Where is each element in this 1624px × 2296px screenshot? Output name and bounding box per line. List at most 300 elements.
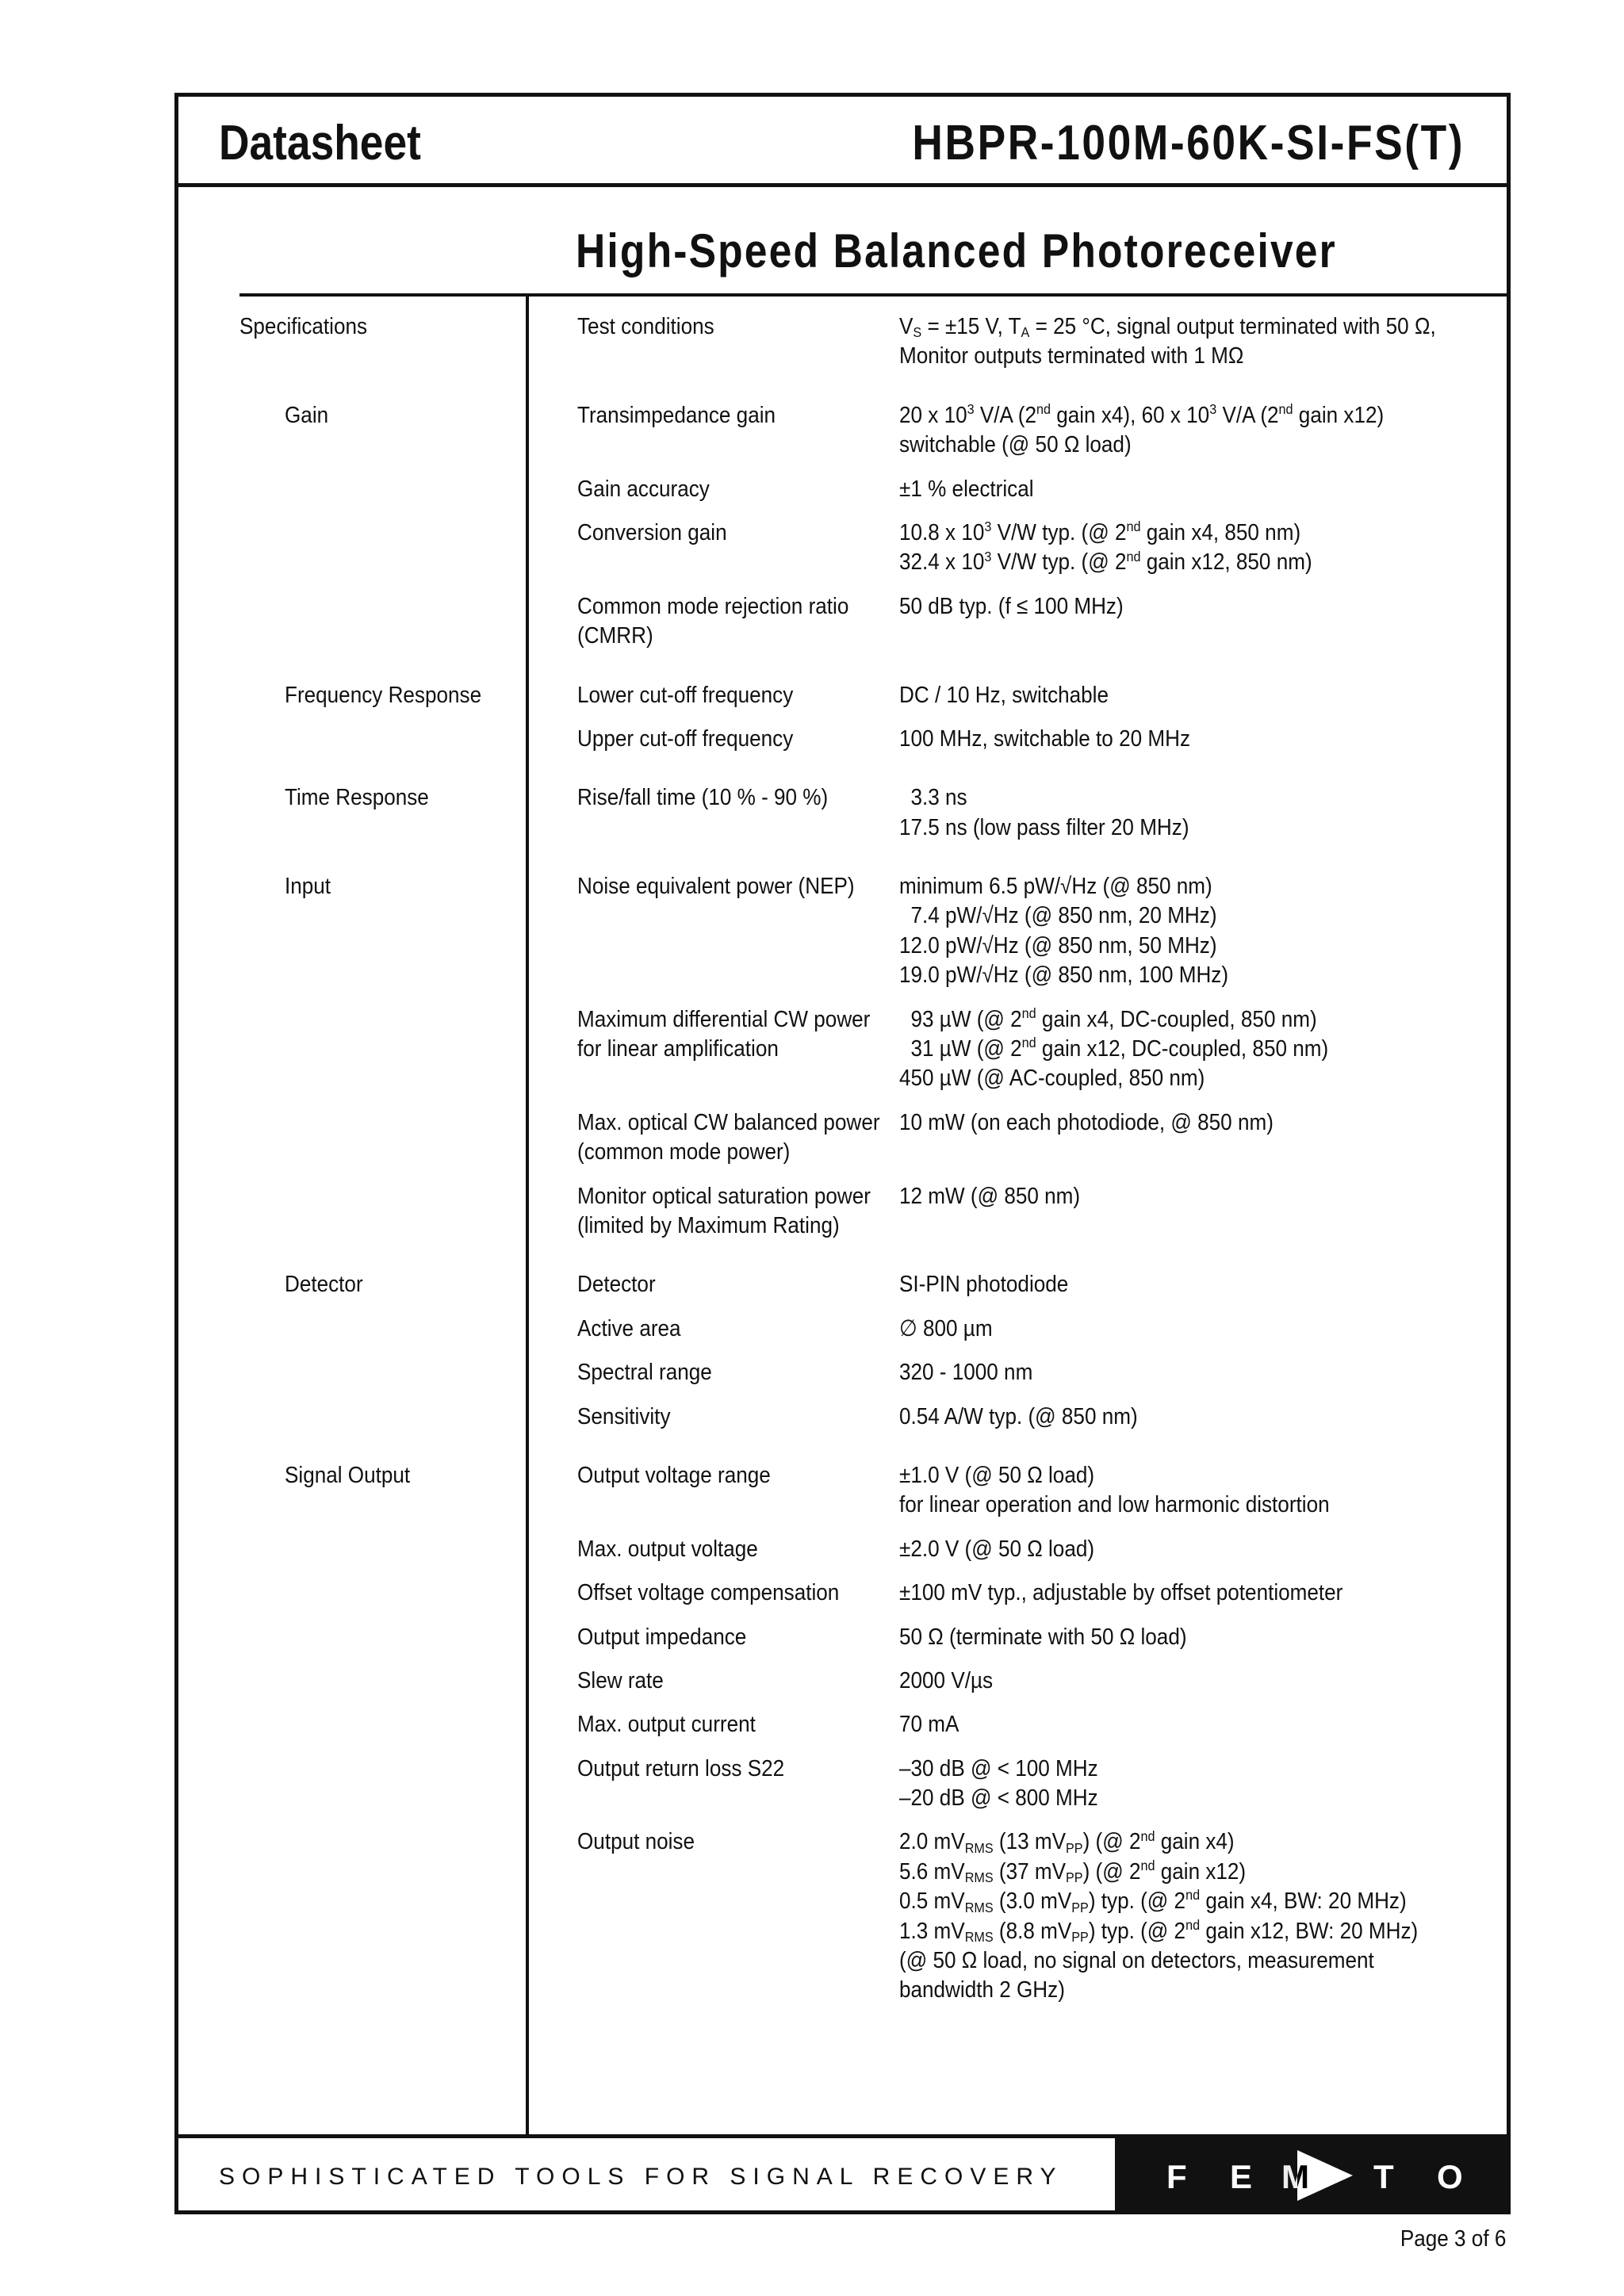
parameter-cell — [577, 401, 899, 461]
superscript: nd — [1021, 1004, 1036, 1021]
parameter-line-text: Slew rate — [577, 1667, 664, 1693]
value-line — [899, 312, 1624, 342]
parameter-line — [577, 1667, 899, 1696]
value-cell — [899, 783, 1624, 843]
value-line — [899, 1917, 1624, 1946]
parameter-line — [577, 783, 899, 813]
value-line — [899, 725, 1624, 754]
section-label — [0, 783, 577, 813]
value-cell — [899, 1461, 1624, 1521]
value-line — [899, 1402, 1624, 1432]
value-line-text: bandwidth 2 GHz) — [899, 1977, 1065, 2003]
page-number — [1388, 2225, 1506, 2254]
spec-row — [577, 519, 1624, 578]
value-cell — [899, 1578, 1624, 1608]
spec-section — [0, 1270, 1624, 1446]
logo-letter: E — [1230, 2158, 1253, 2195]
spec-rows — [577, 1461, 1624, 2020]
value-line — [899, 1755, 1624, 1784]
value-line — [899, 1827, 1624, 1857]
value-line-text: 10 mW (on each photodiode, @ 850 nm) — [899, 1109, 1274, 1135]
value-line-text: ±1 % electrical — [899, 476, 1034, 502]
parameter-cell — [577, 681, 899, 710]
subscript: S — [913, 324, 922, 341]
parameter-line — [577, 401, 899, 430]
value-line-text: for linear operation and low harmonic distortion — [899, 1492, 1330, 1518]
value-cell — [899, 872, 1624, 991]
parameter-line — [577, 1182, 899, 1211]
value-cell — [899, 1402, 1624, 1432]
parameter-line-text: Max. optical CW balanced power — [577, 1109, 880, 1135]
parameter-cell — [577, 1182, 899, 1242]
spec-section — [0, 783, 1624, 857]
section-label-text: Specifications — [239, 314, 368, 339]
parameter-line-text: Conversion gain — [577, 519, 727, 545]
text-segment: (8.8 mV — [993, 1918, 1072, 1944]
value-line — [899, 961, 1624, 990]
parameter-line — [577, 1461, 899, 1490]
parameter-cell — [577, 872, 899, 991]
value-line — [899, 1270, 1624, 1299]
text-segment: (3.0 mV — [993, 1888, 1072, 1915]
subscript: RMS — [964, 1839, 994, 1856]
parameter-cell — [577, 1005, 899, 1094]
document-type-label — [219, 116, 454, 170]
text-segment: gain x12, BW: 20 MHz) — [1200, 1918, 1419, 1944]
parameter-line — [577, 1211, 899, 1241]
value-line-text: 320 - 1000 nm — [899, 1360, 1033, 1386]
text-segment: V — [899, 314, 914, 339]
subscript: PP — [1066, 1839, 1083, 1856]
superscript: 3 — [984, 519, 992, 535]
section-label-text: Input — [285, 874, 331, 900]
parameter-cell — [577, 312, 899, 372]
value-cell — [899, 1827, 1624, 2005]
spec-row — [577, 725, 1624, 754]
text-segment: ) typ. (@ 2 — [1088, 1888, 1186, 1915]
spec-row — [577, 1827, 1624, 2005]
value-line-text: 70 mA — [899, 1712, 959, 1738]
text-segment: V/A (2 — [1216, 402, 1279, 428]
spec-row — [577, 1710, 1624, 1739]
spec-rows — [577, 872, 1624, 1255]
value-cell — [899, 1005, 1624, 1094]
value-line-text: 12 mW (@ 850 nm) — [899, 1183, 1081, 1209]
value-line-text — [899, 1005, 1317, 1035]
value-line-text — [899, 1827, 1235, 1857]
value-cell — [899, 1182, 1624, 1242]
value-line — [899, 519, 1624, 548]
parameter-line-text: (limited by Maximum Rating) — [577, 1212, 840, 1238]
superscript: nd — [1140, 1858, 1155, 1874]
section-label — [0, 312, 577, 342]
value-cell — [899, 1108, 1624, 1168]
footer-tagline: SOPHISTICATED TOOLS FOR SIGNAL RECOVERY — [219, 2164, 1063, 2190]
value-line-text: switchable (@ 50 Ω load) — [899, 432, 1132, 458]
value-cell — [899, 1710, 1624, 1739]
parameter-cell — [577, 1755, 899, 1814]
text-segment: gain x4, BW: 20 MHz) — [1200, 1888, 1407, 1915]
value-line-text: 50 Ω (terminate with 50 Ω load) — [899, 1624, 1187, 1650]
spec-row — [577, 1461, 1624, 1521]
parameter-line — [577, 1108, 899, 1138]
value-line-text — [899, 519, 1300, 548]
value-line-text: 100 MHz, switchable to 20 MHz — [899, 725, 1191, 752]
spec-row — [577, 401, 1624, 461]
value-cell — [899, 519, 1624, 578]
value-line — [899, 548, 1624, 577]
section-label-text: Signal Output — [285, 1462, 411, 1488]
superscript: nd — [1021, 1035, 1036, 1051]
parameter-cell — [577, 1710, 899, 1739]
parameter-line-text: Monitor optical saturation power — [577, 1183, 871, 1209]
spec-section — [0, 401, 1624, 666]
parameter-line-text: Output impedance — [577, 1624, 747, 1650]
model-number-text: HBPR-100M-60K-SI-FS(T) — [912, 116, 1465, 170]
value-line — [899, 1358, 1624, 1387]
value-line-text: 7.4 pW/√Hz (@ 850 nm, 20 MHz) — [899, 903, 1217, 929]
spec-rows — [577, 681, 1624, 769]
parameter-line-text: (CMRR) — [577, 623, 653, 649]
value-line — [899, 1314, 1624, 1344]
value-line — [899, 932, 1624, 961]
parameter-cell — [577, 475, 899, 504]
parameter-line-text: Test conditions — [577, 314, 714, 339]
parameter-cell — [577, 1402, 899, 1432]
page-title-text: High-Speed Balanced Photoreceiver — [576, 224, 1337, 277]
value-line — [899, 1005, 1624, 1035]
femto-logo — [1115, 2134, 1511, 2214]
value-line-text — [899, 312, 1436, 342]
text-segment: ) typ. (@ 2 — [1088, 1918, 1186, 1944]
value-line-text: SI-PIN photodiode — [899, 1272, 1069, 1298]
parameter-line-text: Lower cut-off frequency — [577, 682, 794, 708]
text-segment: 5.6 mV — [899, 1858, 965, 1885]
parameter-cell — [577, 1578, 899, 1608]
text-segment: 31 µW (@ 2 — [899, 1036, 1022, 1062]
spec-rows — [577, 1270, 1624, 1446]
parameter-line-text: Output voltage range — [577, 1462, 771, 1488]
value-line — [899, 1887, 1624, 1916]
value-line — [899, 1858, 1624, 1887]
section-label-text: Gain — [285, 402, 329, 428]
value-line — [899, 1461, 1624, 1490]
value-line — [899, 430, 1624, 460]
model-number — [822, 116, 1465, 170]
parameter-line — [577, 1535, 899, 1564]
section-label-text: Time Response — [285, 785, 429, 811]
logo-letter: M — [1281, 2158, 1309, 2195]
parameter-cell — [577, 1827, 899, 2005]
header-divider — [174, 183, 1511, 187]
spec-row — [577, 1005, 1624, 1094]
value-line-text: ±1.0 V (@ 50 Ω load) — [899, 1462, 1095, 1488]
value-line-text: Monitor outputs terminated with 1 MΩ — [899, 343, 1244, 369]
text-segment: gain x12, 850 nm) — [1140, 549, 1312, 576]
parameter-cell — [577, 592, 899, 652]
title-underline — [239, 293, 1511, 297]
text-segment: gain x12) — [1155, 1858, 1247, 1885]
text-segment: gain x4), 60 x 10 — [1050, 402, 1210, 428]
section-label — [0, 1461, 577, 1490]
parameter-line — [577, 1710, 899, 1739]
text-segment: gain x4) — [1155, 1829, 1235, 1855]
section-label — [0, 872, 577, 901]
spec-row — [577, 1578, 1624, 1608]
spec-row — [577, 681, 1624, 710]
parameter-cell — [577, 783, 899, 843]
value-cell — [899, 1535, 1624, 1564]
parameter-line — [577, 475, 899, 504]
spec-section — [0, 681, 1624, 769]
subscript: A — [1021, 324, 1030, 341]
text-segment: = ±15 V, T — [921, 314, 1021, 339]
superscript: nd — [1036, 401, 1051, 417]
value-cell — [899, 1358, 1624, 1387]
value-line-text: minimum 6.5 pW/√Hz (@ 850 nm) — [899, 874, 1212, 900]
superscript: nd — [1185, 1916, 1201, 1933]
parameter-line — [577, 622, 899, 651]
text-segment: ) (@ 2 — [1082, 1858, 1141, 1885]
text-segment: 93 µW (@ 2 — [899, 1006, 1022, 1032]
value-line — [899, 342, 1624, 371]
value-line-text: 12.0 pW/√Hz (@ 850 nm, 50 MHz) — [899, 932, 1217, 959]
parameter-line-text: Detector — [577, 1272, 656, 1298]
parameter-line — [577, 725, 899, 754]
value-cell — [899, 1623, 1624, 1652]
text-segment: = 25 °C, signal output terminated with 50 Ω, — [1029, 314, 1436, 339]
parameter-line-text: Maximum differential CW power — [577, 1006, 871, 1032]
parameter-line-text: Noise equivalent power (NEP) — [577, 874, 855, 900]
spec-row — [577, 312, 1624, 372]
value-cell — [899, 1314, 1624, 1344]
value-cell — [899, 475, 1624, 504]
subscript: PP — [1071, 1899, 1089, 1915]
value-line-text: ∅ 800 µm — [899, 1315, 993, 1341]
value-line — [899, 901, 1624, 931]
value-line-text — [899, 401, 1384, 430]
text-segment: gain x4, 850 nm) — [1140, 519, 1301, 545]
parameter-cell — [577, 1108, 899, 1168]
text-segment: (37 mV — [993, 1858, 1067, 1885]
text-segment: 0.5 mV — [899, 1888, 965, 1915]
parameter-line — [577, 1358, 899, 1387]
parameter-line — [577, 872, 899, 901]
text-segment: (13 mV — [993, 1829, 1067, 1855]
parameter-line-text: Sensitivity — [577, 1403, 671, 1429]
parameter-line-text: Transimpedance gain — [577, 402, 776, 428]
value-line-text: 450 µW (@ AC-coupled, 850 nm) — [899, 1066, 1205, 1092]
value-line — [899, 1182, 1624, 1211]
value-line — [899, 783, 1624, 813]
value-cell — [899, 312, 1624, 372]
value-line — [899, 1490, 1624, 1520]
value-line-text — [899, 1035, 1328, 1064]
value-cell — [899, 725, 1624, 754]
value-line — [899, 1623, 1624, 1652]
value-line — [899, 592, 1624, 622]
value-line — [899, 1667, 1624, 1696]
logo-letter: O — [1437, 2158, 1463, 2195]
superscript: nd — [1126, 548, 1141, 564]
value-line-text — [899, 1917, 1418, 1946]
parameter-line — [577, 1755, 899, 1784]
spec-section — [0, 1461, 1624, 2020]
parameter-cell — [577, 1667, 899, 1696]
value-line-text: (@ 50 Ω load, no signal on detectors, measurement — [899, 1948, 1374, 1974]
parameter-cell — [577, 519, 899, 578]
spec-rows — [577, 401, 1624, 666]
parameter-line — [577, 312, 899, 342]
value-line — [899, 681, 1624, 710]
spec-section — [0, 312, 1624, 386]
value-line-text: 19.0 pW/√Hz (@ 850 nm, 100 MHz) — [899, 962, 1229, 989]
value-line-text: ±2.0 V (@ 50 Ω load) — [899, 1536, 1095, 1562]
parameter-line — [577, 1402, 899, 1432]
value-line — [899, 813, 1624, 843]
superscript: nd — [1278, 401, 1293, 417]
value-cell — [899, 1667, 1624, 1696]
value-line-text: 2000 V/µs — [899, 1667, 994, 1693]
value-line-text — [899, 548, 1312, 577]
parameter-cell — [577, 1623, 899, 1652]
parameter-line — [577, 1138, 899, 1167]
section-label-text: Frequency Response — [285, 682, 482, 708]
spec-row — [577, 1182, 1624, 1242]
parameter-cell — [577, 1270, 899, 1299]
value-cell — [899, 1755, 1624, 1814]
spec-row — [577, 1314, 1624, 1344]
subscript: PP — [1071, 1929, 1089, 1946]
page-number-text: Page 3 of 6 — [1400, 2226, 1506, 2252]
document-type-text: Datasheet — [219, 116, 421, 170]
value-line-text — [899, 1887, 1407, 1916]
parameter-cell — [577, 1535, 899, 1564]
subscript: RMS — [964, 1929, 994, 1946]
parameter-line — [577, 592, 899, 622]
text-segment: 20 x 10 — [899, 402, 967, 428]
section-label — [0, 681, 577, 710]
value-cell — [899, 681, 1624, 710]
value-line-text: ±100 mV typ., adjustable by offset potentiometer — [899, 1580, 1343, 1606]
text-segment: ) (@ 2 — [1082, 1829, 1141, 1855]
section-label — [0, 401, 577, 430]
parameter-line — [577, 1005, 899, 1035]
subscript: PP — [1066, 1869, 1083, 1886]
logo-letter: F — [1166, 2158, 1187, 2195]
parameter-line-text: Active area — [577, 1315, 681, 1341]
parameter-line — [577, 681, 899, 710]
section-label-text: Detector — [285, 1272, 363, 1298]
text-segment: V/W typ. (@ 2 — [991, 519, 1127, 545]
value-cell — [899, 401, 1624, 461]
parameter-line — [577, 519, 899, 548]
spec-row — [577, 1358, 1624, 1387]
value-line — [899, 1710, 1624, 1739]
superscript: 3 — [1209, 401, 1217, 417]
spec-row — [577, 1755, 1624, 1814]
spec-row — [577, 592, 1624, 652]
value-cell — [899, 592, 1624, 652]
spec-row — [577, 1270, 1624, 1299]
parameter-line — [577, 1270, 899, 1299]
value-cell — [899, 1270, 1624, 1299]
text-segment: gain x4, DC-coupled, 850 nm) — [1036, 1006, 1317, 1032]
spec-section — [0, 872, 1624, 1255]
parameter-cell — [577, 1461, 899, 1521]
superscript: nd — [1126, 519, 1141, 535]
spec-row — [577, 1667, 1624, 1696]
parameter-cell — [577, 1358, 899, 1387]
parameter-line-text: for linear amplification — [577, 1036, 779, 1062]
parameter-cell — [577, 1314, 899, 1344]
text-segment: 2.0 mV — [899, 1829, 965, 1855]
logo-letter: T — [1373, 2158, 1394, 2195]
value-line-text: 0.54 A/W typ. (@ 850 nm) — [899, 1403, 1138, 1429]
subscript: RMS — [964, 1869, 994, 1886]
value-line — [899, 475, 1624, 504]
text-segment: V/W typ. (@ 2 — [991, 549, 1127, 576]
parameter-line-text: Offset voltage compensation — [577, 1580, 840, 1606]
parameter-line-text: Upper cut-off frequency — [577, 725, 794, 752]
specifications-table — [0, 312, 1624, 2035]
parameter-line-text: Gain accuracy — [577, 476, 710, 502]
parameter-line-text: Output return loss S22 — [577, 1755, 785, 1781]
parameter-line — [577, 1035, 899, 1064]
value-line — [899, 1064, 1624, 1093]
value-line-text — [899, 1858, 1246, 1887]
parameter-line — [577, 1623, 899, 1652]
spec-row — [577, 1402, 1624, 1432]
spec-row — [577, 1108, 1624, 1168]
parameter-line — [577, 1578, 899, 1608]
value-line — [899, 1784, 1624, 1813]
parameter-line-text: Rise/fall time (10 % - 90 %) — [577, 785, 829, 811]
section-label — [0, 1270, 577, 1299]
value-line — [899, 1976, 1624, 2005]
text-segment: 1.3 mV — [899, 1918, 965, 1944]
value-line-text: 50 dB typ. (f ≤ 100 MHz) — [899, 593, 1124, 619]
spec-rows — [577, 312, 1624, 386]
value-line — [899, 401, 1624, 430]
spec-row — [577, 1535, 1624, 1564]
value-line-text: –30 dB @ < 100 MHz — [899, 1755, 1098, 1781]
parameter-line-text: Output noise — [577, 1829, 695, 1855]
text-segment: gain x12, DC-coupled, 850 nm) — [1036, 1036, 1329, 1062]
parameter-line-text: Max. output current — [577, 1712, 756, 1738]
value-line-text: DC / 10 Hz, switchable — [899, 682, 1109, 708]
value-line-text: 3.3 ns — [899, 785, 967, 811]
spec-row — [577, 783, 1624, 843]
parameter-cell — [577, 725, 899, 754]
subscript: RMS — [964, 1899, 994, 1915]
parameter-line — [577, 1314, 899, 1344]
value-line — [899, 1035, 1624, 1064]
spec-row — [577, 872, 1624, 991]
text-segment: V/A (2 — [974, 402, 1036, 428]
text-segment: 10.8 x 10 — [899, 519, 985, 545]
parameter-line-text: (common mode power) — [577, 1139, 791, 1165]
spec-row — [577, 1623, 1624, 1652]
value-line-text: 17.5 ns (low pass filter 20 MHz) — [899, 814, 1189, 840]
value-line — [899, 872, 1624, 901]
value-line-text: –20 dB @ < 800 MHz — [899, 1785, 1098, 1812]
value-line — [899, 1946, 1624, 1976]
parameter-line-text: Common mode rejection ratio — [577, 593, 849, 619]
parameter-line-text: Max. output voltage — [577, 1536, 758, 1562]
value-line — [899, 1108, 1624, 1138]
parameter-line — [577, 1827, 899, 1857]
